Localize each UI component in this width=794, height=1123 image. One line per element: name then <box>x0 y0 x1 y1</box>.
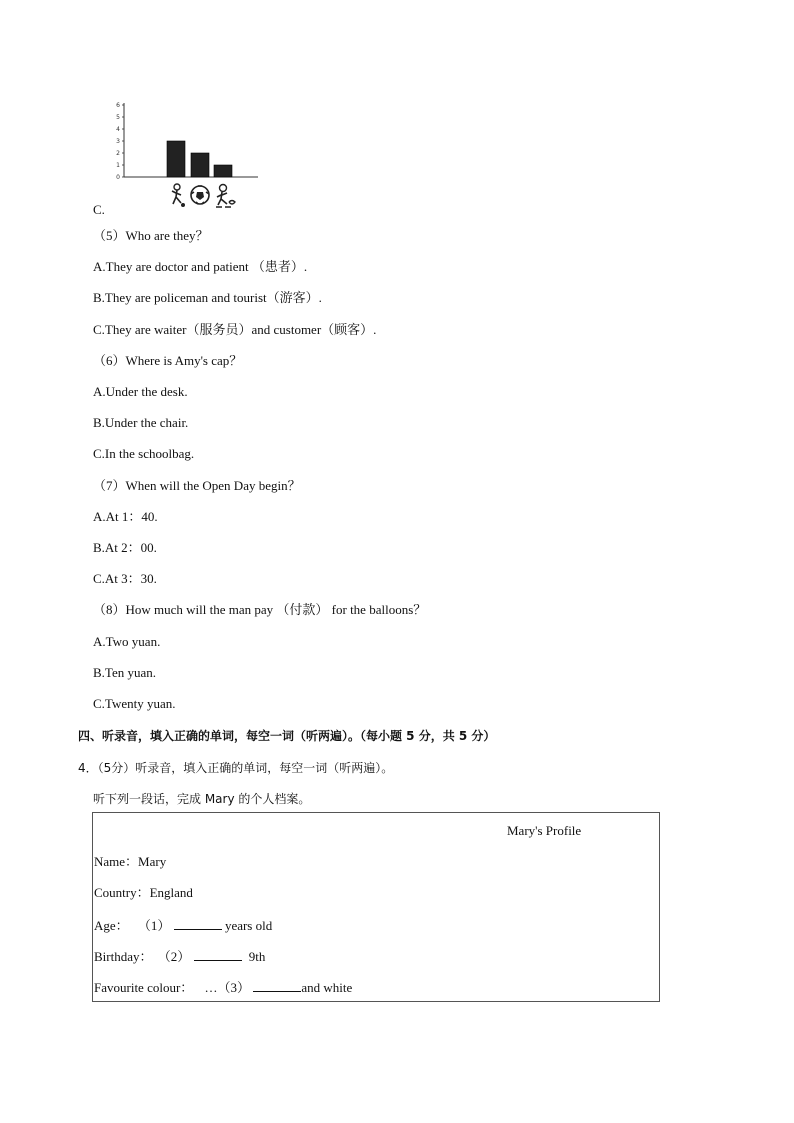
profile-age-label: Age： <box>94 918 129 933</box>
bar-skater <box>214 165 232 177</box>
profile-age-row <box>94 917 272 934</box>
profile-colour-number: …（3） <box>204 980 251 995</box>
question-5-option-c: C.They are waiter（服务员）and customer（顾客）. <box>93 322 377 337</box>
question-4-prompt: 4．（5分）听录音，填入正确的单词，每空一词（听两遍）。 <box>78 761 394 775</box>
skater-icon <box>216 185 235 208</box>
question-6-option-b: B.Under the chair. <box>93 415 189 430</box>
profile-name: Name：Mary <box>94 854 167 869</box>
profile-birthday-row <box>94 948 265 965</box>
chart-bars <box>167 141 232 177</box>
y-tick-label: 1 <box>116 162 120 169</box>
chart-category-icons <box>172 184 235 207</box>
option-c-label: C. <box>93 202 105 217</box>
profile-birthday-number: （2） <box>157 949 191 964</box>
profile-box <box>92 812 660 1002</box>
football-icon <box>191 186 209 204</box>
profile-colour-row <box>94 979 352 996</box>
question-7-option-a: A.At 1：40. <box>93 509 158 524</box>
profile-colour-suffix: and white <box>301 980 353 995</box>
profile-birthday-suffix: 9th <box>248 949 266 964</box>
question-5-option-b: B.They are policeman and tourist（游客）. <box>93 290 322 305</box>
profile-colour-label: Favourite colour： <box>94 980 194 995</box>
question-4-instruction: 听下列一段话，完成 Mary 的个人档案。 <box>93 792 311 806</box>
y-tick-label: 0 <box>116 174 120 181</box>
colour-blank[interactable] <box>253 979 301 992</box>
profile-age-number: （1） <box>137 918 171 933</box>
question-6-option-a: A.Under the desk. <box>93 384 188 399</box>
profile-birthday-label: Birthday： <box>94 949 153 964</box>
profile-title: Mary's Profile <box>507 823 582 838</box>
section-4-heading: 四、听录音，填入正确的单词，每空一词（听两遍）。（每小题 5 分，共 5 分） <box>78 729 496 743</box>
y-tick-label: 6 <box>116 102 120 109</box>
y-tick-label: 4 <box>116 126 120 133</box>
y-tick-label: 2 <box>116 150 120 157</box>
question-8-option-c: C.Twenty yuan. <box>93 696 176 711</box>
y-tick-label: 5 <box>116 114 120 121</box>
profile-age-suffix: years old <box>224 918 273 933</box>
bar-football <box>191 153 209 177</box>
question-7-stem: （7）When will the Open Day begin？ <box>93 478 301 493</box>
football-player-icon <box>172 184 185 207</box>
question-5-stem: （5）Who are they？ <box>93 228 209 243</box>
profile-country: Country：England <box>94 885 193 900</box>
bar-chart <box>110 100 270 214</box>
age-blank[interactable] <box>174 917 222 930</box>
question-7-option-b: B.At 2：00. <box>93 540 157 555</box>
birthday-blank[interactable] <box>194 948 242 961</box>
question-8-option-b: B.Ten yuan. <box>93 665 156 680</box>
chart-axes <box>116 102 258 181</box>
question-7-option-c: C.At 3：30. <box>93 571 157 586</box>
y-tick-label: 3 <box>116 138 120 145</box>
question-8-stem: （8）How much will the man pay （付款） for the balloons？ <box>93 602 427 617</box>
bar-football-player <box>167 141 185 177</box>
question-5-option-a: A.They are doctor and patient （患者）. <box>93 259 308 274</box>
question-8-option-a: A.Two yuan. <box>93 634 161 649</box>
question-6-option-c: C.In the schoolbag. <box>93 446 195 461</box>
question-6-stem: （6）Where is Amy's cap？ <box>93 353 243 368</box>
